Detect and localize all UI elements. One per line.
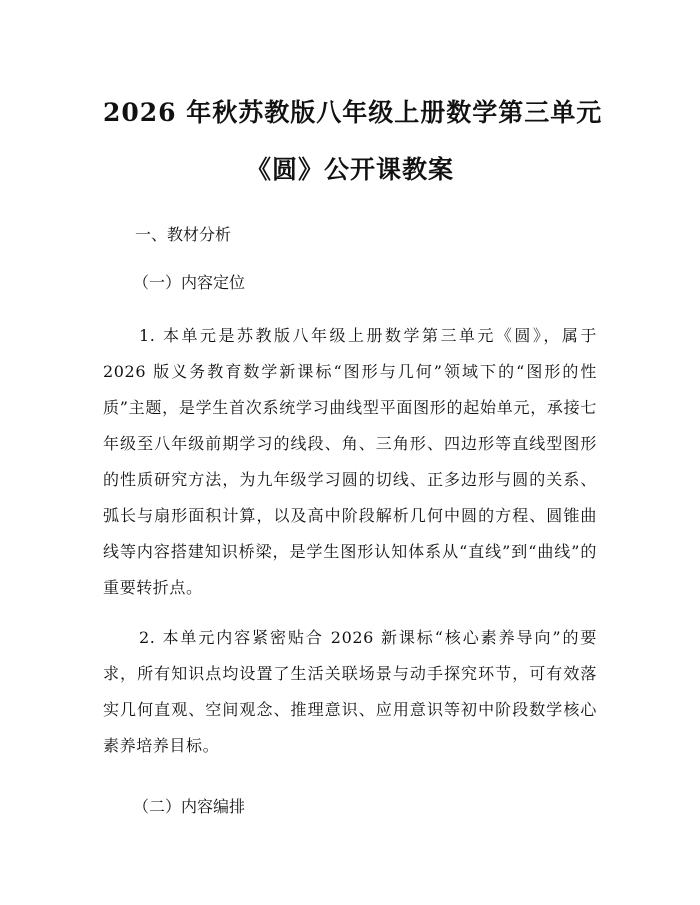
- document-title: [103, 84, 603, 198]
- title-line-2: 《圆》公开课教案: [245, 155, 454, 184]
- paragraph-1: 1. 本单元是苏教版八年级上册数学第三单元《圆》，属于 2026 版义务教育数学新课标“图形与几何”领域下的“图形的性质”主题，是学生首次系统学习曲线型平面图形的起始单元，承接七年级至八年级前期学习的线段、角、三角形、四边形等直线型图形的性质研究方法，为九年级学习圆的切线、正多边形与圆的关系、弧长与扇形面积计算，以及高中阶段解析几何中圆的方程、圆锥曲线等内容搭建知识桥梁，是学生图形认知体系从“直线”到“曲线”的重要转折点。: [103, 326, 597, 597]
- title-line-1: 2026 年秋苏教版八年级上册数学第三单元: [103, 98, 603, 127]
- subsection-heading-content-arrangement: （二）内容编排: [133, 797, 246, 816]
- paragraph-2: 2. 本单元内容紧密贴合 2026 新课标“核心素养导向”的要求，所有知识点均设置了生活关联场景与动手探究环节，可有效落实几何直观、空间观念、推理意识、应用意识等初中阶段数学核心素养培养目标。: [103, 628, 597, 755]
- section-heading-textbook-analysis: 一、教材分析: [135, 225, 232, 244]
- subsection-heading-content-positioning: （一）内容定位: [133, 273, 246, 292]
